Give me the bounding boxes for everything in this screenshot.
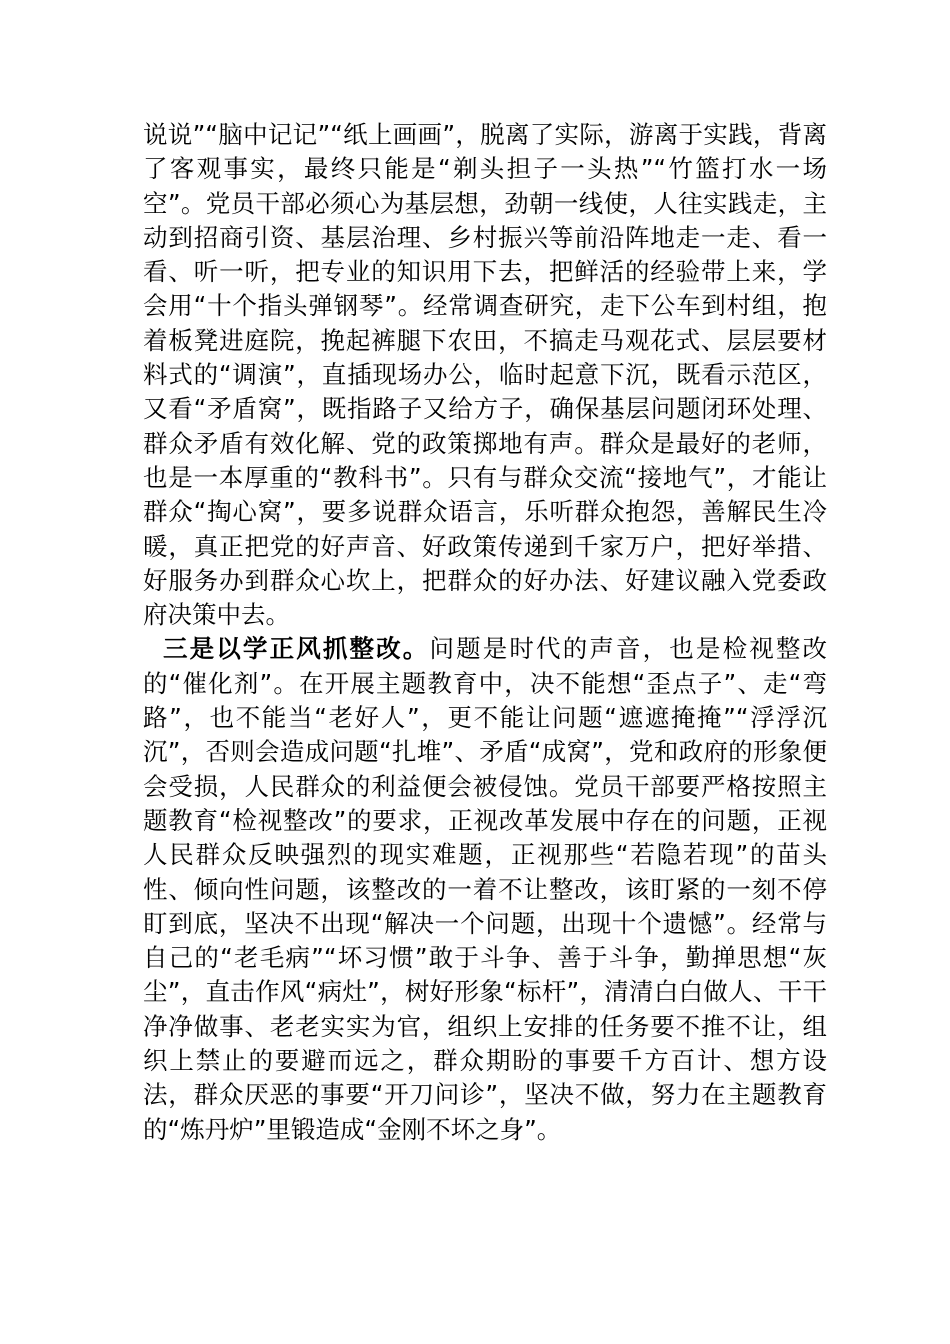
body-text <box>143 118 827 1147</box>
section-heading-inline: 三是以学正风抓整改。 <box>163 634 430 664</box>
paragraph-body: 问题是时代的声音，也是检视整改的“催化剂”。在开展主题教育中，决不能想“歪点子”、走“弯路”，也不能当“老好人”，更不能让问题“遮遮掩掩”“浮浮沉沉”，否则会造成问题“扎堆”、矛盾“成窝”，党和政府的形象便会受损，人民群众的利益便会被侵蚀。党员干部要严格按照主题教育“检视整改”的要求，正视改革发展中存在的问题，正视人民群众反映强烈的现实难题，正视那些“若隐若现”的苗头性、倾向性问题，该整改的一着不让整改，该盯紧的一刻不停盯到底，坚决不出现“解决一个问题，出现十个遗憾”。经常与自己的“老毛病”“坏习惯”敢于斗争、善于斗争，勤掸思想“灰尘”，直击作风“病灶”，树好形象“标杆”，清清白白做人、干干净净做事、老老实实为官，组织上安排的任务要不推不让，组织上禁止的要避而远之，群众期盼的事要千方百计、想方设法，群众厌恶的事要“开刀问诊”，坚决不做，努力在主题教育的“炼丹炉”里锻造成“金刚不坏之身”。 <box>143 634 828 1144</box>
paragraph-continuation: 说说”“脑中记记”“纸上画画”，脱离了实际，游离于实践，背离了客观事实，最终只能是“剃头担子一头热”“竹篮打水一场空”。党员干部必须心为基层想，劲朝一线使，人往实践走，主动到招商引资、基层治理、乡村振兴等前沿阵地走一走、看一看、听一听，把专业的知识用下去，把鲜活的经验带上来，学会用“十个指头弹钢琴”。经常调查研究，走下公车到村组，抱着板凳进庭院，挽起裤腿下农田，不搞走马观花式、层层要材料式的“调演”，直插现场办公，临时起意下沉，既看示范区，又看“矛盾窝”，既指路子又给方子，确保基层问题闭环处理、群众矛盾有效化解、党的政策掷地有声。群众是最好的老师，也是一本厚重的“教科书”。只有与群众交流“接地气”，才能让群众“掏心窝”，要多说群众语言，乐听群众抱怨，善解民生冷暖，真正把党的好声音、好政策传递到千家万户，把好举措、好服务办到群众心坎上，把群众的好办法、好建议融入党委政府决策中去。 <box>143 120 827 630</box>
paragraph-section-three <box>143 632 827 1146</box>
